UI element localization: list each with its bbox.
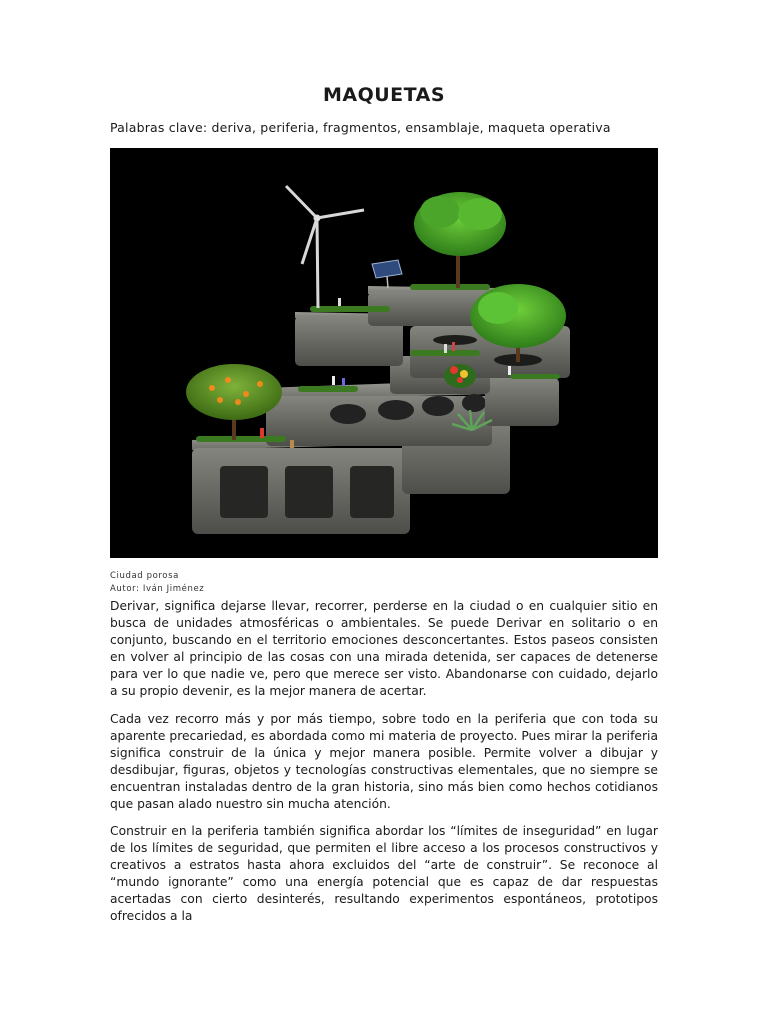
solar-panel: [372, 260, 402, 288]
figure-caption: [110, 570, 658, 596]
body-paragraph: Derivar, significa dejarse llevar, recorrer, perderse en la ciudad o en cualquier sitio en busca de unidades atmosféricas o ambientales. Se puede Derivar en solitario o en conjunto, buscando en el territorio emociones desconcertantes. Estos paseos consisten en volver al principio de las cosas con una mirada detenida, ser capaces de detenerse para ver lo que nadie ve, pero que merece ser visto. Abandonarse con cuidado, dejarlo a su propio devenir, es la mejor manera de acertar.: [110, 599, 658, 699]
page-title: MAQUETAS: [322, 84, 446, 106]
keywords-line: Palabras clave: deriva, periferia, fragmentos, ensamblaje, maqueta operativa: [110, 120, 611, 135]
wind-turbine: [286, 186, 364, 308]
concrete-block: [485, 378, 559, 426]
caption-author: Autor: Iván Jiménez: [110, 584, 205, 594]
body-paragraph: Cada vez recorro más y por más tiempo, sobre todo en la periferia que con toda su aparente precariedad, es abordada como mi materia de proyecto. Pues mirar la periferia significa construir de la única y mejor manera posible. Permite volver a dibujar y desdibujar, figuras, objetos y tecnologías constructivas elementales, que no siempre se encuentran instaladas dentro de la gran historia, sino más bien como hechos cotidianos que pasan alado nuestro sin mucha atención.: [110, 712, 658, 812]
figure-image: [110, 148, 658, 558]
concrete-block: [192, 434, 410, 534]
body-paragraph: Construir en la periferia también significa abordar los “límites de inseguridad” en lugar de los límites de seguridad, que permiten el libre acceso a los procesos constructivos y creativos a estratos hasta ahora excluidos del “arte de construir”. Se reconoce al “mundo ignorante” como una energía potencial que es capaz de dar respuestas acertadas con cierto desinterés, resultando experimentos espontáneos, prototipos ofrecidos a la: [110, 824, 658, 924]
caption-title: Ciudad porosa: [110, 571, 179, 581]
flower-plant: [444, 364, 476, 388]
tree: [414, 192, 506, 288]
